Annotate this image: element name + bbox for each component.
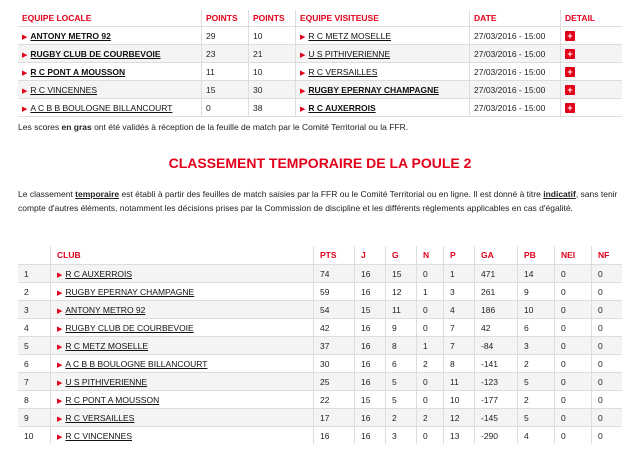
arrow-right-icon: ▶	[57, 307, 63, 315]
stat-j: 16	[355, 373, 386, 391]
match-date: 27/03/2016 - 15:00	[470, 81, 561, 99]
rank-number: 8	[18, 391, 51, 409]
disclaimer-part-1: Le classement	[18, 189, 76, 199]
club-link[interactable]: R C PONT A MOUSSON	[65, 394, 160, 405]
away-team-cell	[296, 99, 470, 117]
stat-nei: 0	[555, 355, 592, 373]
stat-nf: 0	[592, 301, 623, 319]
stat-j: 15	[355, 301, 386, 319]
stat-pts: 74	[314, 265, 355, 283]
header-away-team: EQUIPE VISITEUSE	[296, 10, 470, 27]
away-team-link[interactable]: R C VERSAILLES	[308, 66, 378, 77]
stat-nf: 0	[592, 373, 623, 391]
rank-number: 5	[18, 337, 51, 355]
stat-nei: 0	[555, 427, 592, 445]
stat-g: 2	[386, 409, 417, 427]
home-points: 29	[202, 27, 249, 45]
stat-g: 6	[386, 355, 417, 373]
stat-nf: 0	[592, 409, 623, 427]
home-team-link[interactable]: A C B B BOULOGNE BILLANCOURT	[30, 102, 173, 113]
rank-number: 3	[18, 301, 51, 319]
rank-number: 2	[18, 283, 51, 301]
header-home-team: EQUIPE LOCALE	[18, 10, 202, 27]
away-team-link[interactable]: RUGBY EPERNAY CHAMPAGNE	[308, 84, 439, 95]
validation-note	[18, 122, 408, 132]
header-g: G	[386, 246, 417, 265]
stat-j: 15	[355, 391, 386, 409]
club-cell	[51, 319, 314, 337]
arrow-right-icon: ▶	[300, 33, 306, 41]
arrow-right-icon: ▶	[22, 105, 28, 113]
page-title: CLASSEMENT TEMPORAIRE DE LA POULE 2	[168, 155, 472, 171]
away-team-cell	[296, 81, 470, 99]
match-row	[18, 27, 622, 45]
header-nei: NEI	[555, 246, 592, 265]
stat-n: 0	[417, 373, 444, 391]
club-cell	[51, 355, 314, 373]
header-n: N	[417, 246, 444, 265]
stat-n: 1	[417, 337, 444, 355]
ranking-row	[18, 319, 622, 337]
club-link[interactable]: ANTONY METRO 92	[65, 304, 146, 315]
stat-j: 16	[355, 355, 386, 373]
stat-pb: 5	[518, 373, 555, 391]
stat-g: 3	[386, 427, 417, 445]
arrow-right-icon: ▶	[300, 105, 306, 113]
stat-j: 16	[355, 427, 386, 445]
ranking-row	[18, 301, 622, 319]
stat-n: 2	[417, 409, 444, 427]
header-pts: PTS	[314, 246, 355, 265]
ranking-row	[18, 373, 622, 391]
stat-nf: 0	[592, 337, 623, 355]
stat-nf: 0	[592, 391, 623, 409]
arrow-right-icon: ▶	[57, 289, 63, 297]
ranking-row	[18, 391, 622, 409]
detail-cell	[561, 45, 623, 63]
stat-n: 0	[417, 265, 444, 283]
stat-ga: -177	[475, 391, 518, 409]
club-link[interactable]: U S PITHIVERIENNE	[65, 376, 148, 387]
stat-pts: 54	[314, 301, 355, 319]
stat-ga: 261	[475, 283, 518, 301]
stat-j: 16	[355, 265, 386, 283]
stat-g: 8	[386, 337, 417, 355]
club-link[interactable]: A C B B BOULOGNE BILLANCOURT	[65, 358, 208, 369]
club-cell	[51, 409, 314, 427]
stat-nei: 0	[555, 283, 592, 301]
stat-nf: 0	[592, 355, 623, 373]
header-pb: PB	[518, 246, 555, 265]
home-points: 23	[202, 45, 249, 63]
stat-g: 5	[386, 373, 417, 391]
match-date: 27/03/2016 - 15:00	[470, 99, 561, 117]
stat-pts: 37	[314, 337, 355, 355]
stat-pts: 42	[314, 319, 355, 337]
cutoff-text-remnant	[18, 447, 218, 453]
match-row	[18, 81, 622, 99]
stat-j: 16	[355, 319, 386, 337]
disclaimer-part-2: est établi à partir des feuilles de match saisies par la FFR ou le Comité Territorial ou en ligne. Il est donné à titre	[119, 189, 544, 199]
stat-pts: 16	[314, 427, 355, 445]
rank-number: 9	[18, 409, 51, 427]
stat-j: 16	[355, 409, 386, 427]
stat-nf: 0	[592, 265, 623, 283]
away-team-cell	[296, 45, 470, 63]
note-after: ont été validés à réception de la feuille de match par le Comité Territorial ou la FFR.	[91, 122, 409, 132]
stat-n: 0	[417, 319, 444, 337]
header-rank	[18, 246, 51, 265]
stat-nf: 0	[592, 319, 623, 337]
away-team-link[interactable]: U S PITHIVERIENNE	[308, 48, 391, 59]
arrow-right-icon: ▶	[22, 87, 28, 95]
home-team-cell	[18, 81, 202, 99]
arrow-right-icon: ▶	[57, 379, 63, 387]
plus-icon[interactable]: +	[565, 31, 575, 41]
stat-pb: 3	[518, 337, 555, 355]
home-team-cell	[18, 99, 202, 117]
stat-p: 8	[444, 355, 475, 373]
away-team-link[interactable]: R C AUXERROIS	[308, 102, 376, 113]
home-team-link[interactable]: R C VINCENNES	[30, 84, 97, 95]
header-home-points: POINTS	[202, 10, 249, 27]
stat-ga: -84	[475, 337, 518, 355]
club-link[interactable]: RUGBY CLUB DE COURBEVOIE	[65, 322, 194, 333]
stat-pts: 30	[314, 355, 355, 373]
stat-p: 4	[444, 301, 475, 319]
stat-pts: 25	[314, 373, 355, 391]
note-bold: en gras	[61, 122, 92, 132]
match-results-table	[18, 10, 622, 117]
stat-pb: 6	[518, 319, 555, 337]
header-j: J	[355, 246, 386, 265]
stat-n: 2	[417, 355, 444, 373]
ranking-row	[18, 337, 622, 355]
match-row	[18, 99, 622, 117]
club-cell	[51, 337, 314, 355]
club-cell	[51, 391, 314, 409]
home-team-link[interactable]: ANTONY METRO 92	[30, 30, 111, 41]
home-team-link[interactable]: RUGBY CLUB DE COURBEVOIE	[30, 48, 161, 59]
club-cell	[51, 427, 314, 445]
header-detail: DETAIL	[561, 10, 623, 27]
stat-ga: 186	[475, 301, 518, 319]
header-club: CLUB	[51, 246, 314, 265]
home-team-link[interactable]: R C PONT A MOUSSON	[30, 66, 126, 77]
detail-cell	[561, 81, 623, 99]
stat-nf: 0	[592, 283, 623, 301]
disclaimer-word-temporaire: temporaire	[75, 189, 120, 199]
detail-cell	[561, 63, 623, 81]
arrow-right-icon: ▶	[57, 271, 63, 279]
stat-pts: 59	[314, 283, 355, 301]
match-date: 27/03/2016 - 15:00	[470, 27, 561, 45]
stat-ga: -123	[475, 373, 518, 391]
rank-number: 10	[18, 427, 51, 445]
home-team-cell	[18, 45, 202, 63]
away-team-link[interactable]: R C METZ MOSELLE	[308, 30, 392, 41]
stat-pb: 9	[518, 283, 555, 301]
stat-p: 3	[444, 283, 475, 301]
stat-n: 0	[417, 301, 444, 319]
ranking-row	[18, 265, 622, 283]
away-points: 10	[249, 63, 296, 81]
arrow-right-icon: ▶	[57, 397, 63, 405]
away-points: 10	[249, 27, 296, 45]
stat-p: 7	[444, 337, 475, 355]
stat-p: 11	[444, 373, 475, 391]
stat-nf: 0	[592, 427, 623, 445]
club-cell	[51, 301, 314, 319]
away-points: 38	[249, 99, 296, 117]
away-team-cell	[296, 63, 470, 81]
arrow-right-icon: ▶	[57, 325, 63, 333]
ranking-table	[18, 246, 622, 444]
stat-g: 5	[386, 391, 417, 409]
stat-n: 0	[417, 391, 444, 409]
ranking-row	[18, 427, 622, 445]
stat-nei: 0	[555, 319, 592, 337]
match-row	[18, 63, 622, 81]
stat-pb: 4	[518, 427, 555, 445]
club-link[interactable]: R C AUXERROIS	[65, 268, 132, 279]
arrow-right-icon: ▶	[300, 87, 306, 95]
club-link[interactable]: R C METZ MOSELLE	[65, 340, 149, 351]
rank-number: 4	[18, 319, 51, 337]
arrow-right-icon: ▶	[22, 33, 28, 41]
stat-g: 15	[386, 265, 417, 283]
match-row	[18, 45, 622, 63]
header-ga: GA	[475, 246, 518, 265]
stat-nei: 0	[555, 373, 592, 391]
stat-nei: 0	[555, 337, 592, 355]
ranking-disclaimer	[18, 188, 618, 215]
stat-g: 9	[386, 319, 417, 337]
stat-ga: 42	[475, 319, 518, 337]
club-link[interactable]: R C VERSAILLES	[65, 412, 135, 423]
header-date: DATE	[470, 10, 561, 27]
plus-icon[interactable]: +	[565, 85, 575, 95]
stat-nei: 0	[555, 391, 592, 409]
stat-j: 16	[355, 283, 386, 301]
stat-pb: 5	[518, 409, 555, 427]
stat-nei: 0	[555, 265, 592, 283]
stat-p: 10	[444, 391, 475, 409]
away-points: 30	[249, 81, 296, 99]
arrow-right-icon: ▶	[22, 69, 28, 77]
stat-pb: 2	[518, 355, 555, 373]
stat-ga: -141	[475, 355, 518, 373]
club-cell	[51, 283, 314, 301]
stat-pb: 14	[518, 265, 555, 283]
stat-p: 7	[444, 319, 475, 337]
detail-cell	[561, 99, 623, 117]
club-link[interactable]: R C VINCENNES	[65, 430, 132, 441]
arrow-right-icon: ▶	[57, 343, 63, 351]
arrow-right-icon: ▶	[57, 361, 63, 369]
stat-p: 13	[444, 427, 475, 445]
plus-icon[interactable]: +	[565, 103, 575, 113]
stat-pts: 22	[314, 391, 355, 409]
stat-nei: 0	[555, 409, 592, 427]
stat-pts: 17	[314, 409, 355, 427]
stat-ga: -290	[475, 427, 518, 445]
away-team-cell	[296, 27, 470, 45]
away-points: 21	[249, 45, 296, 63]
match-date: 27/03/2016 - 15:00	[470, 45, 561, 63]
disclaimer-word-indicatif: indicatif	[543, 189, 576, 199]
stat-p: 12	[444, 409, 475, 427]
header-nf: NF	[592, 246, 623, 265]
header-p: P	[444, 246, 475, 265]
stat-g: 12	[386, 283, 417, 301]
club-cell	[51, 265, 314, 283]
plus-icon[interactable]: +	[565, 67, 575, 77]
stat-ga: -145	[475, 409, 518, 427]
stat-g: 11	[386, 301, 417, 319]
rank-number: 1	[18, 265, 51, 283]
detail-cell	[561, 27, 623, 45]
ranking-row	[18, 283, 622, 301]
stat-j: 16	[355, 337, 386, 355]
home-points: 0	[202, 99, 249, 117]
stat-nei: 0	[555, 301, 592, 319]
stat-ga: 471	[475, 265, 518, 283]
home-points: 11	[202, 63, 249, 81]
stat-pb: 10	[518, 301, 555, 319]
arrow-right-icon: ▶	[57, 415, 63, 423]
ranking-row	[18, 355, 622, 373]
stat-n: 1	[417, 283, 444, 301]
note-before: Les scores	[18, 122, 62, 132]
rank-number: 7	[18, 373, 51, 391]
plus-icon[interactable]: +	[565, 49, 575, 59]
disclaimer-part-3: , sans tenir compte d'autres éléments, notamment les décisions prises par la Commission de discipline et les différents règlements applicables en cas d'égalité.	[18, 189, 618, 213]
ranking-row	[18, 409, 622, 427]
match-date: 27/03/2016 - 15:00	[470, 63, 561, 81]
arrow-right-icon: ▶	[57, 433, 63, 441]
club-link[interactable]: RUGBY EPERNAY CHAMPAGNE	[65, 286, 195, 297]
home-team-cell	[18, 63, 202, 81]
match-header-row	[18, 10, 622, 27]
arrow-right-icon: ▶	[300, 69, 306, 77]
home-team-cell	[18, 27, 202, 45]
rank-number: 6	[18, 355, 51, 373]
header-away-points: POINTS	[249, 10, 296, 27]
home-points: 15	[202, 81, 249, 99]
club-cell	[51, 373, 314, 391]
ranking-header-row	[18, 246, 622, 265]
stat-pb: 2	[518, 391, 555, 409]
arrow-right-icon: ▶	[300, 51, 306, 59]
stat-p: 1	[444, 265, 475, 283]
stat-n: 0	[417, 427, 444, 445]
arrow-right-icon: ▶	[22, 51, 28, 59]
